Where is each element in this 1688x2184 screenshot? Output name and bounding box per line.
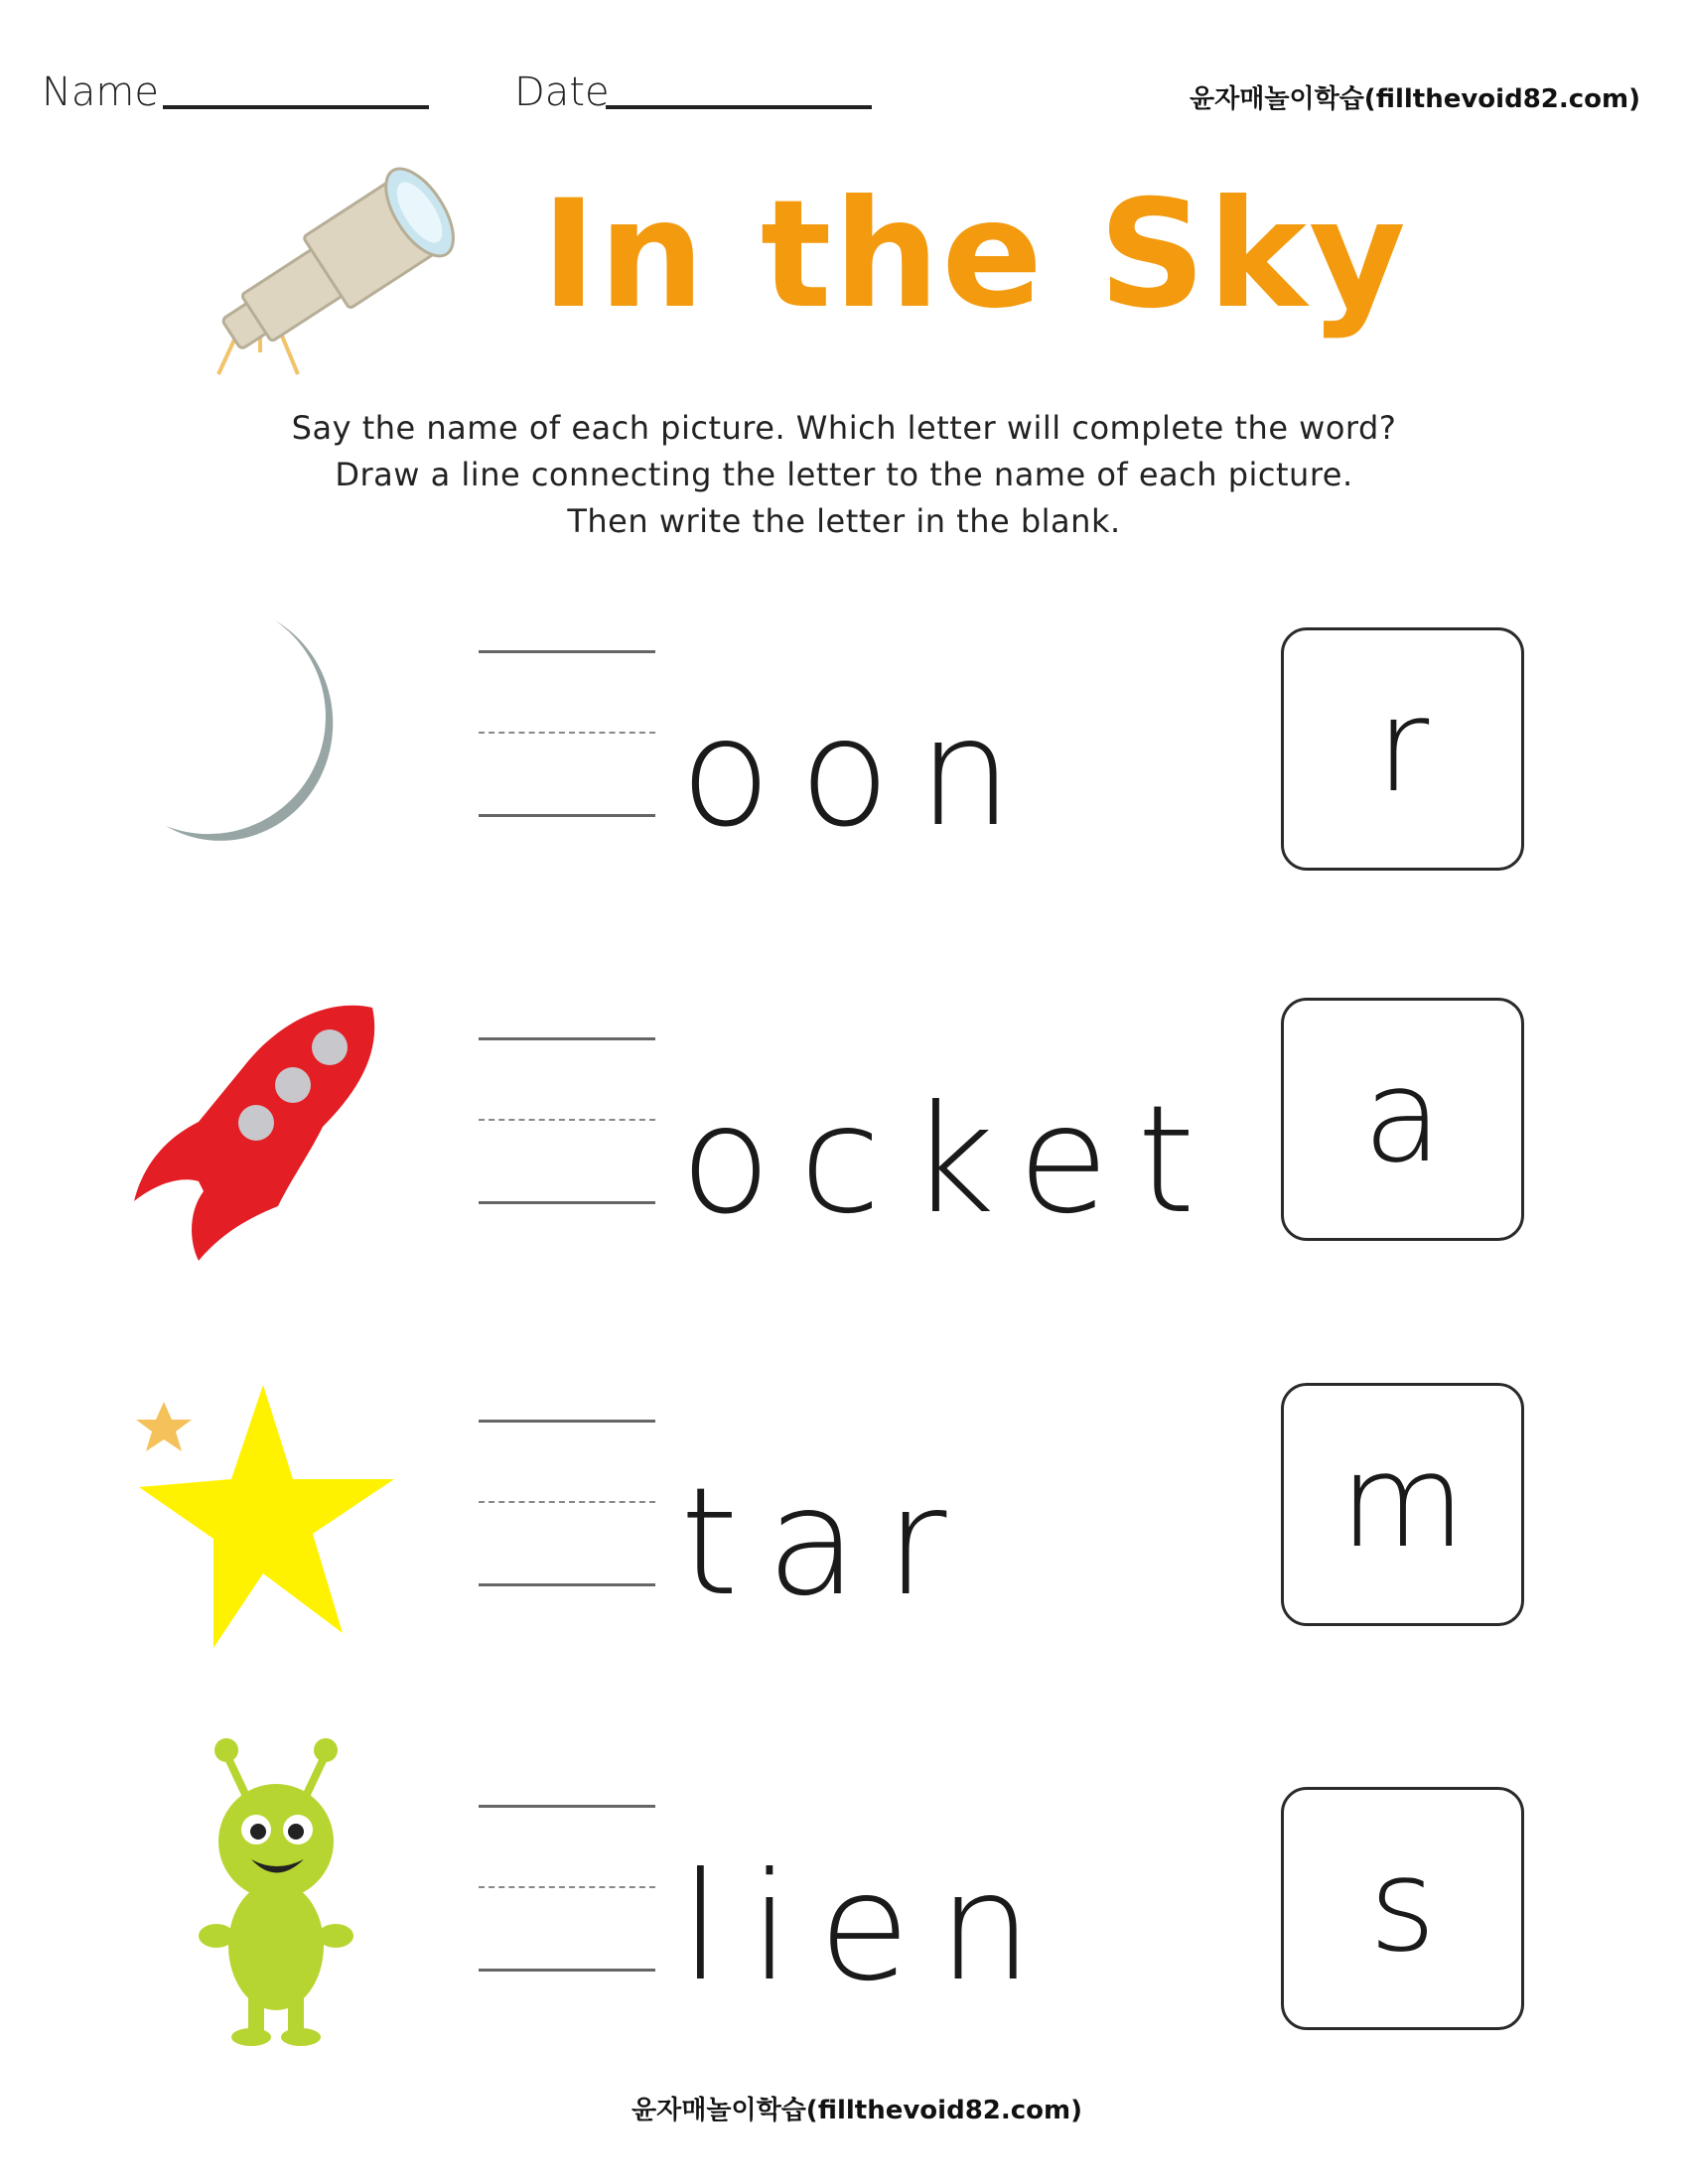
letter-3: m — [1339, 1425, 1466, 1576]
telescope-icon — [189, 114, 477, 382]
instruction-line-1: Say the name of each picture. Which letter will complete the word? — [291, 409, 1397, 447]
letter-2: a — [1362, 1039, 1443, 1191]
letter-4: s — [1368, 1829, 1437, 1980]
letter-1: r — [1375, 669, 1430, 821]
page-title: In the Sky — [541, 169, 1408, 341]
guide-top-line — [479, 1037, 655, 1040]
date-field[interactable] — [606, 105, 872, 109]
blank-line-1[interactable] — [479, 814, 655, 817]
footer-credit: 윤자매놀이학습(fillthevoid82.com) — [632, 2096, 1083, 2125]
word-part-3: tar — [680, 1456, 975, 1629]
word-part-2: ocket — [680, 1074, 1223, 1247]
word-part-4: lien — [680, 1842, 1060, 2014]
letter-box-3[interactable] — [1281, 1383, 1524, 1626]
guide-mid-line — [479, 1119, 655, 1121]
date-label: Date — [514, 69, 610, 115]
instruction-line-3: Then write the letter in the blank. — [567, 502, 1121, 540]
guide-mid-line — [479, 1886, 655, 1888]
moon-icon — [164, 615, 372, 859]
rocket-icon — [129, 998, 387, 1266]
guide-top-line — [479, 1805, 655, 1808]
guide-mid-line — [479, 1501, 655, 1503]
letter-box-1[interactable] — [1281, 627, 1524, 871]
blank-line-3[interactable] — [479, 1583, 655, 1586]
blank-line-2[interactable] — [479, 1201, 655, 1204]
letter-box-2[interactable] — [1281, 998, 1524, 1241]
name-field[interactable] — [163, 105, 429, 109]
guide-top-line — [479, 650, 655, 653]
guide-top-line — [479, 1420, 655, 1423]
name-label: Name — [42, 69, 160, 115]
word-part-1: oon — [680, 687, 1041, 860]
instruction-line-2: Draw a line connecting the letter to the name of each picture. — [335, 456, 1353, 493]
guide-mid-line — [479, 732, 655, 734]
letter-box-4[interactable] — [1281, 1787, 1524, 2030]
star-icon — [134, 1380, 402, 1658]
site-credit: 윤자매놀이학습(fillthevoid82.com) — [1190, 84, 1641, 114]
blank-line-4[interactable] — [479, 1969, 655, 1972]
instructions — [149, 405, 1539, 545]
alien-icon — [197, 1732, 355, 2050]
